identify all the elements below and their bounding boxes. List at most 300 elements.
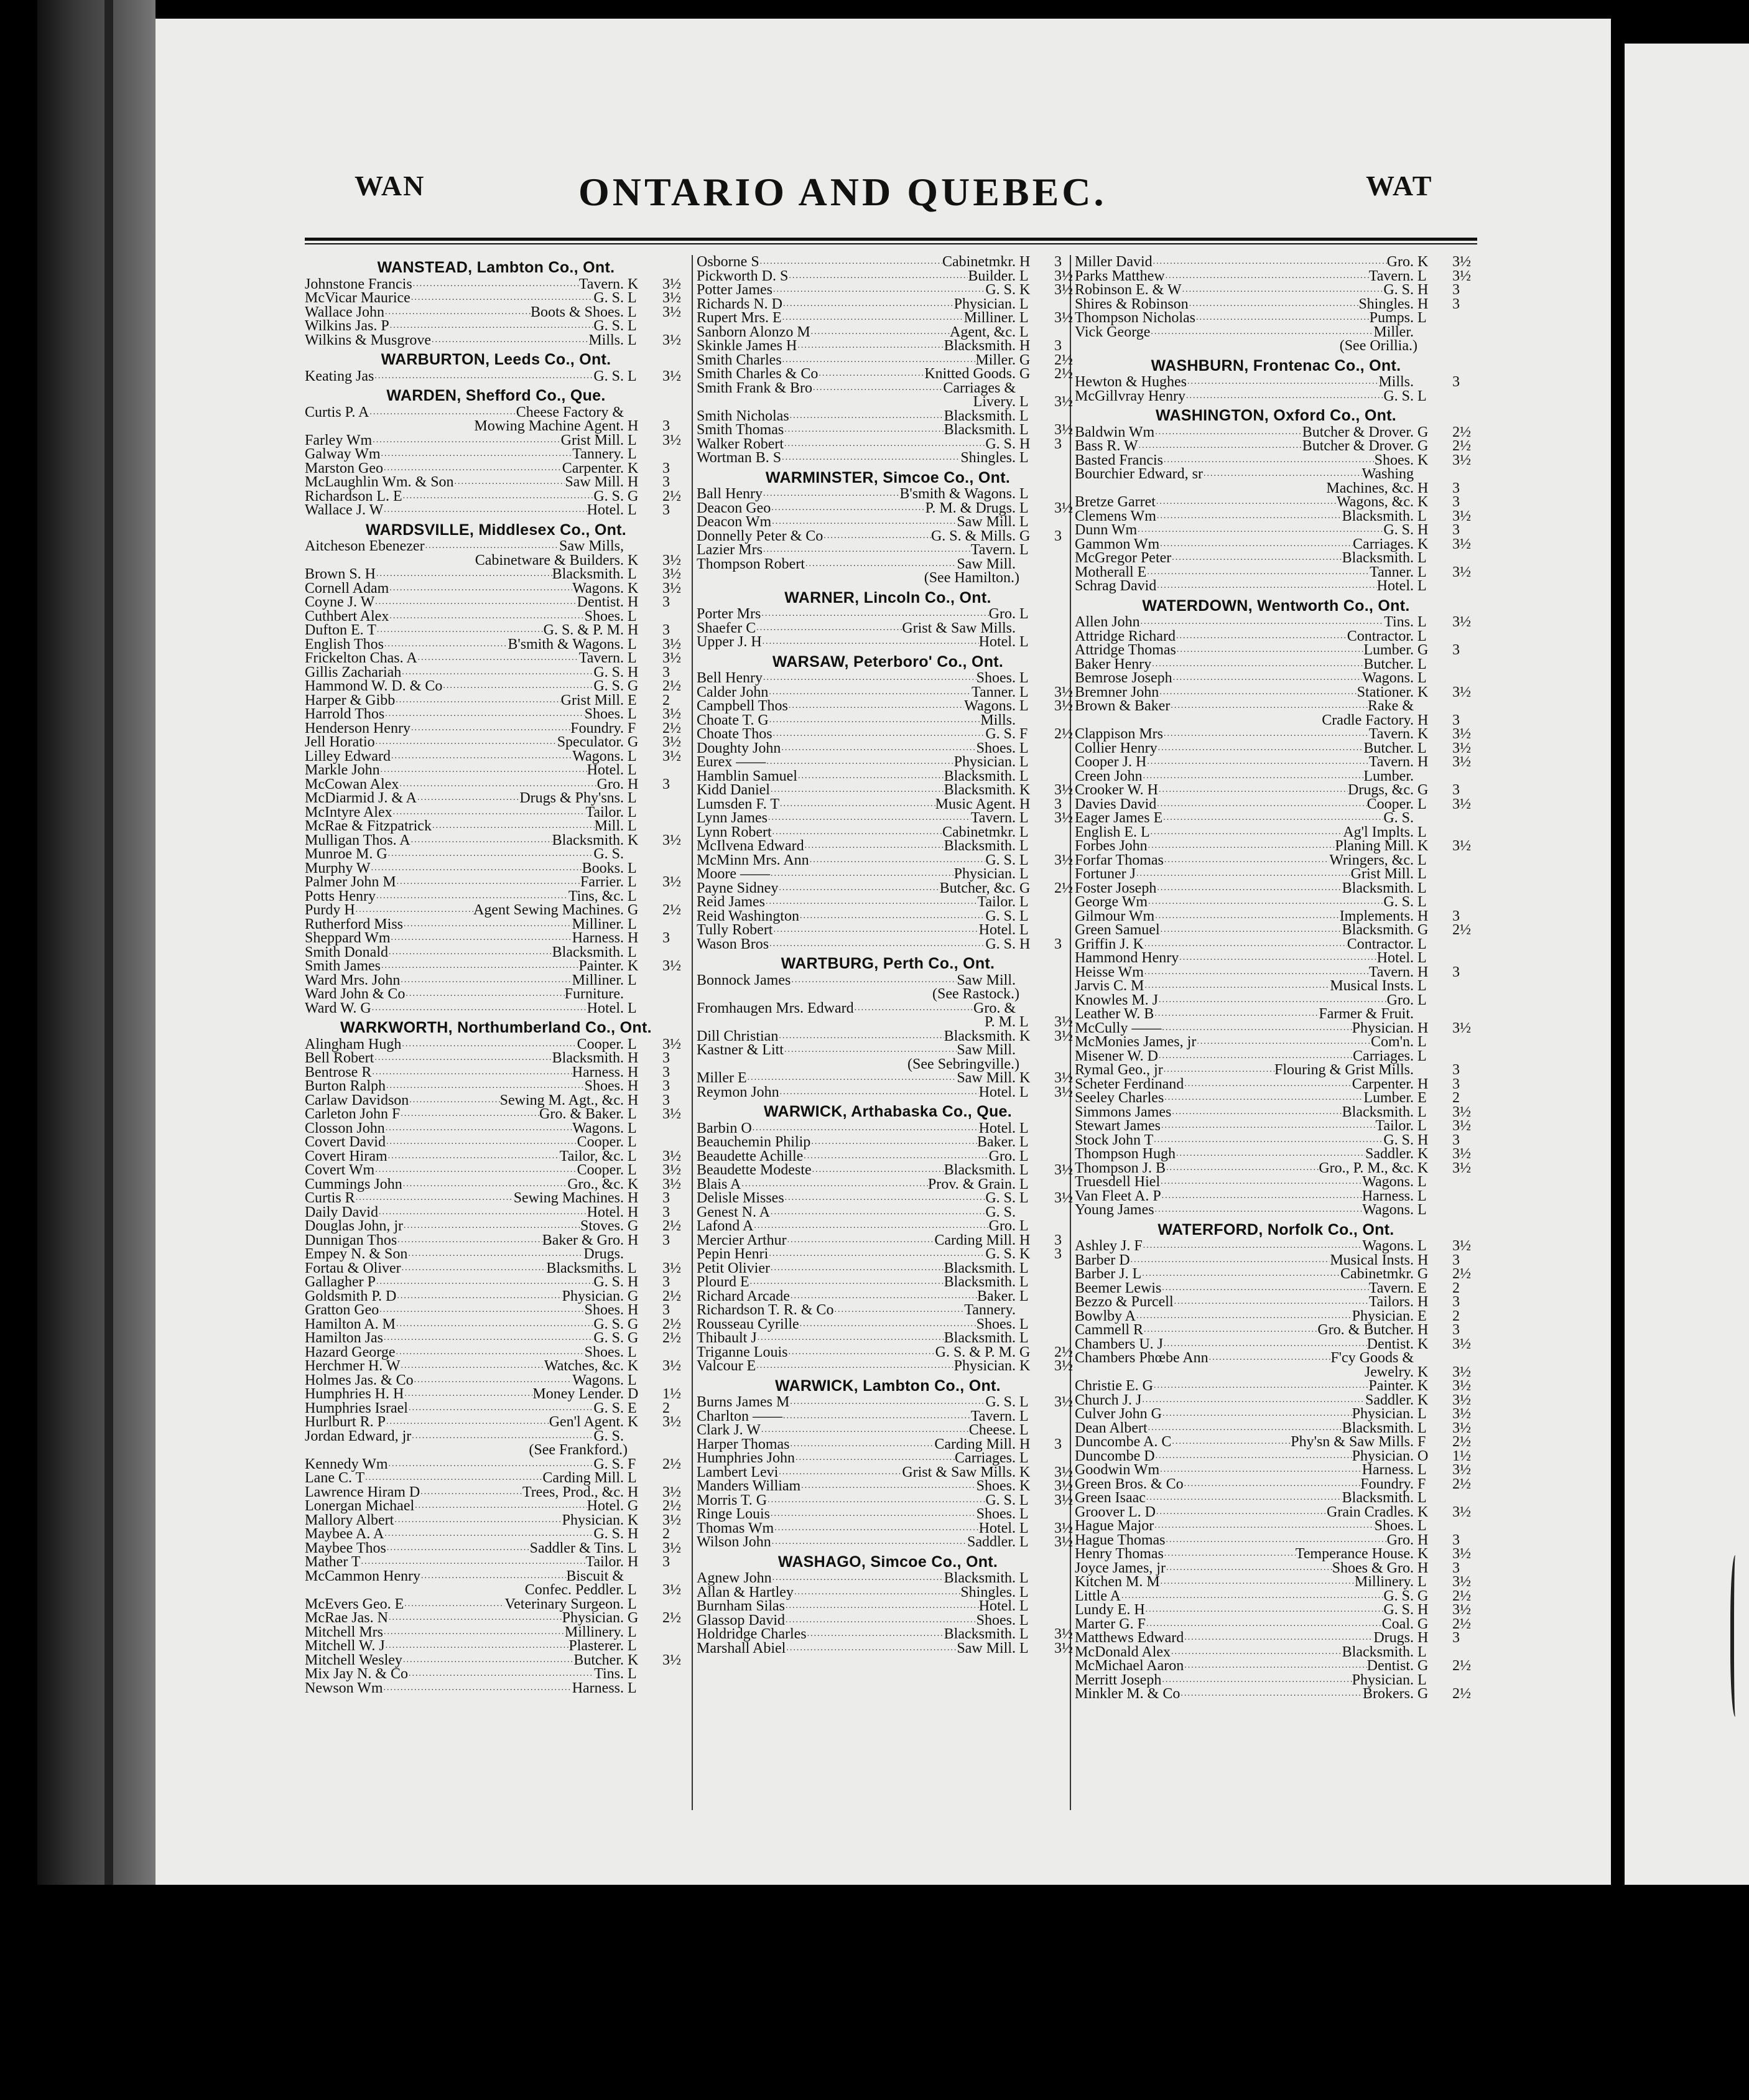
directory-entry [697,269,1079,284]
entry-name: Frickelton Chas. A [305,650,417,666]
entry-name: Dill Christian [697,1028,779,1044]
directory-entry [697,699,1079,713]
entry-name: Richard Arcade [697,1288,790,1304]
entry-occupation: Grist & Saw Mills. [902,1464,1016,1480]
leader-dots [778,1029,944,1044]
directory-entry [1075,1133,1477,1148]
leader-dots [1146,1617,1382,1632]
entry-name: Keating Jas [305,368,374,384]
entry-rating: K [1417,1391,1429,1408]
entry-rating: L [1019,1408,1029,1424]
entry-occupation: Lumber. [1363,642,1414,658]
entry-occupation: Cabinetmkr. [942,255,1016,270]
entry-name: English E. L [1075,824,1150,840]
entry-credit: 3 [1452,1531,1460,1548]
entry-name: Henderson Henry [305,720,411,736]
entry-rating: L [1417,866,1427,882]
entry-rating: L [1019,606,1029,622]
directory-entry [305,1653,687,1668]
leader-dots [774,1522,978,1536]
leader-dots [790,1438,935,1452]
entry-credit: 3½ [662,706,681,722]
entry-credit: 3½ [1452,1419,1471,1436]
directory-entry [305,1485,687,1500]
entry-rating: L [1417,894,1427,910]
entry-occupation: Saw Mill. [957,514,1016,530]
entry-credit: 3 [1452,908,1460,924]
entry-rating: L [628,1638,637,1654]
leader-dots [385,1122,573,1136]
leader-dots [749,1275,944,1289]
directory-entry [697,1206,1079,1220]
entry-credit: 3½ [662,290,681,306]
entry-credit: 3½ [1452,1503,1471,1520]
entry-rating: O [1417,1447,1429,1464]
directory-entry [305,582,687,596]
entry-rating: L [1019,1190,1029,1206]
leader-dots [371,1066,572,1080]
town-heading: WARWICK, Arthabaska Co., Que. [763,1103,1013,1120]
directory-entry [1075,951,1477,965]
leader-dots [387,1150,560,1164]
directory-entry [305,750,687,764]
entry-name: Baldwin Wm [1075,424,1155,440]
directory-entry [697,895,1079,909]
directory-entry [697,557,1079,572]
leader-dots [396,1289,562,1304]
entry-name: Manders William [697,1478,801,1494]
entry-occupation: Physician. [1352,1447,1414,1464]
directory-entry [697,973,1079,988]
entry-name: Triganne Louis [697,1344,788,1360]
entry-occupation: Butcher. [573,1652,624,1668]
leader-dots [782,1410,971,1424]
entry-occupation: Physician. [1352,1308,1414,1324]
leader-dots [1159,1463,1362,1477]
directory-entry [1075,1021,1477,1036]
entry-rating: L [1019,1598,1029,1614]
leader-dots [1143,769,1364,784]
directory-entry [1075,615,1477,630]
directory-entry [697,1163,1079,1178]
directory-entry [305,1094,687,1108]
entry-name: Smith Frank & Bro [697,379,813,396]
entry-occupation: Physician. [953,866,1016,882]
entry-occupation: G. S. [985,908,1016,924]
leader-dots [781,451,960,465]
cross-reference: (See Sebringville.) [907,1056,1019,1072]
leader-dots [779,797,935,812]
directory-entry [305,1001,687,1016]
cross-reference: (See Hamilton.) [924,570,1019,586]
entry-credit: 2½ [662,1330,681,1346]
cross-reference: (See Frankford.) [529,1442,628,1458]
entry-occupation: Carriages & [943,379,1016,396]
entry-credit: 3 [1054,338,1062,354]
directory-entry [1075,551,1477,565]
entry-occupation: Rake & [1368,698,1414,714]
entry-rating: L [1417,1238,1427,1254]
leader-dots [803,1150,988,1164]
directory-entry [1075,839,1477,853]
directory-entry [305,1681,687,1696]
entry-credit: 3 [1452,1062,1460,1078]
leader-dots [376,890,568,904]
entry-occupation: Tannery. [572,446,624,462]
entry-occupation: Blacksmiths. [546,1260,624,1276]
directory-entry [1075,699,1477,713]
entry-name: Robinson E. & W [1075,282,1182,298]
entry-name: Dunn Wm [1075,522,1138,538]
directory-entry [305,595,687,610]
entry-rating: L [1417,656,1427,672]
directory-entry [1075,579,1477,593]
entry-occupation: Painter. [578,958,624,974]
entry-credit: 3½ [1054,1534,1073,1550]
entry-name: Davies David [1075,796,1157,812]
directory-entry [1075,671,1477,685]
entry-name: Donnelly Peter & Co [697,527,823,544]
leader-dots [1161,1281,1368,1296]
entry-occupation: Shoes & Gro. [1332,1559,1414,1576]
leader-dots [1141,1267,1340,1281]
entry-name: Misener W. D [1075,1048,1158,1064]
entry-name: Smith Charles & Co [697,366,819,382]
entry-occupation: Shoes. [976,740,1016,756]
entry-name: Lane C. T [305,1470,365,1486]
entry-occupation: Wagons. [572,1120,624,1136]
entry-occupation: Mills. [980,712,1016,728]
leader-dots [771,501,925,516]
entry-name: Aitcheson Ebenezer [305,538,425,554]
directory-entry [1075,909,1477,924]
leader-dots [407,1247,583,1261]
entry-rating: L [1417,267,1427,284]
entry-occupation: Wagons. [1362,1174,1414,1190]
entry-rating: L [1019,1584,1029,1601]
leader-dots [772,1571,944,1586]
entry-credit: 3½ [1452,1118,1471,1134]
leader-dots [809,853,986,868]
directory-entry [1075,439,1477,453]
entry-occupation: Blacksmith. [552,832,624,848]
directory-entry [697,727,1079,741]
entry-name: Lafond A [697,1218,754,1234]
entry-rating: H [628,776,639,792]
leader-dots [1176,643,1363,657]
entry-rating: F [1019,726,1028,742]
entry-rating: F [628,1456,636,1472]
entry-occupation: Blacksmith. [552,944,624,960]
entry-rating: L [1019,1176,1029,1192]
directory-entry [697,769,1079,784]
leader-dots [401,666,593,680]
entry-credit: 3½ [662,958,681,974]
entry-rating: H [628,1064,639,1080]
entry-occupation: Contractor. [1347,628,1414,644]
leader-dots [787,1234,935,1248]
entry-occupation: Musical Insts. [1330,978,1414,994]
directory-entry [697,607,1079,621]
entry-occupation: G. S. [985,1492,1016,1508]
entry-rating: K [1417,536,1429,552]
entry-rating: L [1019,670,1029,686]
directory-entry [305,791,687,806]
directory-column-3 [1075,255,1477,1835]
leader-dots [772,283,985,297]
leader-dots [812,1163,944,1178]
directory-entry [1075,1147,1477,1161]
directory-entry [1075,1603,1477,1617]
directory-entry [697,1219,1079,1234]
entry-rating: L [1019,542,1029,558]
leader-dots [791,973,957,988]
directory-entry [697,1642,1079,1656]
entry-name: Beaudette Achille [697,1148,804,1164]
entry-occupation: Grist Mill. [1350,866,1414,882]
town-heading: WANSTEAD, Lambton Co., Ont. [377,259,615,276]
entry-rating: L [1019,768,1029,784]
entry-rating: L [628,290,637,306]
entry-occupation: G. S. [985,282,1016,298]
entry-name: Lonergan Michael [305,1498,415,1514]
entry-credit: 3 [1452,494,1460,510]
entry-rating: K [1019,1358,1031,1374]
entry-rating: K [1019,1246,1031,1262]
leader-dots [771,1535,967,1549]
entry-occupation: Tailor, &c. [559,1148,624,1164]
entry-occupation: G. S. [593,1330,624,1346]
entry-continuation [697,395,1079,409]
entry-rating: H [628,1274,639,1290]
entry-name: Green Isaac [1075,1490,1146,1506]
entry-occupation: G. S. & P. M. [935,1344,1016,1360]
entry-occupation: Implements. [1339,908,1414,924]
town-heading: WARSAW, Peterboro' Co., Ont. [772,653,1004,671]
leader-dots [1163,727,1369,741]
entry-occupation: G. S. [593,1456,624,1472]
directory-entry [305,447,687,462]
entry-credit: 3½ [1054,310,1073,326]
directory-entry [305,1345,687,1360]
directory-entry [1075,1077,1477,1092]
entry-occupation: Harness. [1362,1462,1414,1478]
entry-name: Heisse Wm [1075,964,1144,980]
directory-entry [305,1457,687,1472]
entry-name: Mulligan Thos. A [305,832,411,848]
entry-credit: 3 [1452,295,1460,312]
entry-rating: F [1417,1434,1426,1450]
entry-occupation: Tailor. [1375,1118,1414,1134]
leader-dots [1174,1295,1369,1309]
leader-dots [752,1122,979,1136]
entry-name: Ward John & Co [305,986,406,1002]
entry-credit: 2½ [662,1288,681,1304]
entry-credit: 3½ [1452,452,1471,468]
entry-rating: L [1417,880,1427,896]
town-heading: WARWICK, Lambton Co., Ont. [775,1377,1001,1395]
leader-dots [386,1079,585,1094]
entry-credit: 3 [662,664,670,681]
leader-dots [807,1627,944,1642]
entry-name: Leather W. B [1075,1006,1154,1022]
entry-occupation: Carpenter. [562,460,624,476]
entry-name: Holmes Jas. & Co [305,1372,414,1388]
directory-entry [305,694,687,708]
entry-name: McMinn Mrs. Ann [697,852,809,868]
leader-dots [355,903,473,918]
leader-dots [374,1163,577,1178]
entry-occupation: Hotel. [978,1598,1016,1614]
entry-credit: 2½ [1452,1475,1471,1492]
entry-rating: L [628,1582,637,1598]
leader-dots [1195,311,1370,325]
town-heading: WARBURTON, Leeds Co., Ont. [381,351,611,368]
entry-credit: 3 [1452,522,1460,538]
entry-rating: L [1417,950,1427,966]
entry-credit: 3 [662,418,670,434]
entry-name: Gallagher P [305,1274,376,1290]
entry-rating: L [1019,1506,1029,1522]
entry-name: Burnham Silas [697,1598,785,1614]
directory-entry [1075,1505,1477,1520]
entry-name: Hamilton Jas [305,1330,383,1346]
directory-entry [697,1451,1079,1466]
leader-dots [1184,1477,1361,1492]
entry-name: Reid Washington [697,908,799,924]
entry-rating: L [1417,1048,1427,1064]
entry-credit: 3 [1452,1252,1460,1268]
directory-entry [1075,1659,1477,1673]
entry-occupation: Carding Mill. [934,1436,1016,1452]
entry-name: Groover L. D [1075,1503,1156,1520]
entry-name: Motherall E [1075,564,1147,580]
entry-occupation: Tailor. [585,1554,624,1570]
town-heading: WARDSVILLE, Middlesex Co., Ont. [365,521,627,539]
entry-occupation: Shoes. [584,706,624,722]
entry-name: Baker Henry [1075,656,1152,672]
entry-rating: K [1417,1378,1429,1394]
entry-name: Empey N. & Son [305,1246,408,1262]
leader-dots [399,778,596,792]
entry-name: Genest N. A [697,1204,770,1220]
leader-dots [772,825,942,840]
leader-dots [1159,685,1357,700]
leader-dots [759,255,942,269]
entry-rating: G [1417,642,1429,658]
entry-occupation: Blacksmith. [944,782,1016,798]
entry-occupation: Tavern. [970,542,1016,558]
entry-credit: 3½ [1054,1162,1073,1178]
entry-name: Matthews Edward [1075,1630,1184,1646]
directory-entry [305,1303,687,1317]
entry-rating: G [1417,1266,1429,1282]
directory-entry [305,707,687,722]
directory-entry [1075,1351,1477,1365]
directory-entry [305,987,687,1001]
entry-name: Shaefer C [697,620,756,636]
entry-occupation: Wagons. [1362,670,1414,686]
directory-entry [697,1178,1079,1192]
entry-name: Fromhaugen Mrs. Edward [697,1000,854,1016]
entry-name: Bremner John [1075,684,1159,700]
leader-dots [1203,467,1362,481]
entry-name: Minkler M. & Co [1075,1686,1181,1702]
entry-name: Church J. J [1075,1391,1142,1408]
directory-entry [1075,1379,1477,1393]
directory-entry [1075,1309,1477,1324]
entry-name: Eager James E [1075,810,1163,826]
entry-rating: L [628,608,637,625]
directory-entry [305,1541,687,1556]
directory-entry [305,1569,687,1584]
leader-dots [384,707,584,722]
directory-entry [305,1611,687,1625]
entry-occupation: Tavern. [1368,964,1414,980]
entry-occupation: Blacksmith. [944,1274,1016,1290]
entry-rating: L [1019,1330,1029,1346]
entry-occupation: Livery. [973,394,1016,410]
entry-occupation: G. S. [985,1394,1016,1410]
entry-occupation: Plasterer. [568,1638,624,1654]
directory-entry [1075,1253,1477,1268]
entry-credit: 3 [1452,1294,1460,1310]
directory-entry [305,462,687,476]
entry-rating: L [628,1680,637,1696]
directory-entry [305,1038,687,1052]
directory-entry [1075,509,1477,524]
entry-rating: L [628,1372,637,1388]
entry-credit: 2½ [662,1218,681,1234]
leader-dots [1164,1091,1363,1105]
leader-dots [794,1586,960,1600]
entry-occupation: Dentist. [1366,1658,1414,1674]
leader-dots [805,557,957,572]
directory-entry [697,1122,1079,1136]
leader-dots [1157,741,1364,756]
leader-dots [387,847,594,862]
entry-credit: 3½ [662,1652,681,1668]
leader-dots [784,437,985,452]
entry-name: Smith Donald [305,944,389,960]
leader-dots [1166,1161,1319,1176]
directory-entry [697,423,1079,437]
directory-entry [1075,1105,1477,1120]
entry-credit: 2 [1452,1280,1460,1296]
leader-dots [788,269,968,284]
leader-dots [787,1345,935,1360]
directory-entry [1075,1323,1477,1337]
entry-rating: L [628,1624,637,1640]
entry-occupation: Hotel. [587,502,624,518]
leader-dots [763,671,977,685]
entry-name: Bentrose R [305,1064,372,1080]
directory-entry [305,722,687,736]
entry-rating: L [628,304,637,320]
entry-name: Lazier Mrs [697,542,763,558]
entry-occupation: Shoes. [976,1478,1016,1494]
leader-dots [786,1642,957,1656]
entry-rating: L [1019,754,1029,770]
entry-rating: L [1417,992,1427,1008]
entry-rating: K [628,1414,639,1430]
directory-entry [305,319,687,333]
directory-entry [1075,1449,1477,1464]
leader-dots [1156,579,1376,593]
leader-dots [402,1178,568,1192]
leader-dots [756,1359,953,1373]
directory-entry [305,1275,687,1289]
